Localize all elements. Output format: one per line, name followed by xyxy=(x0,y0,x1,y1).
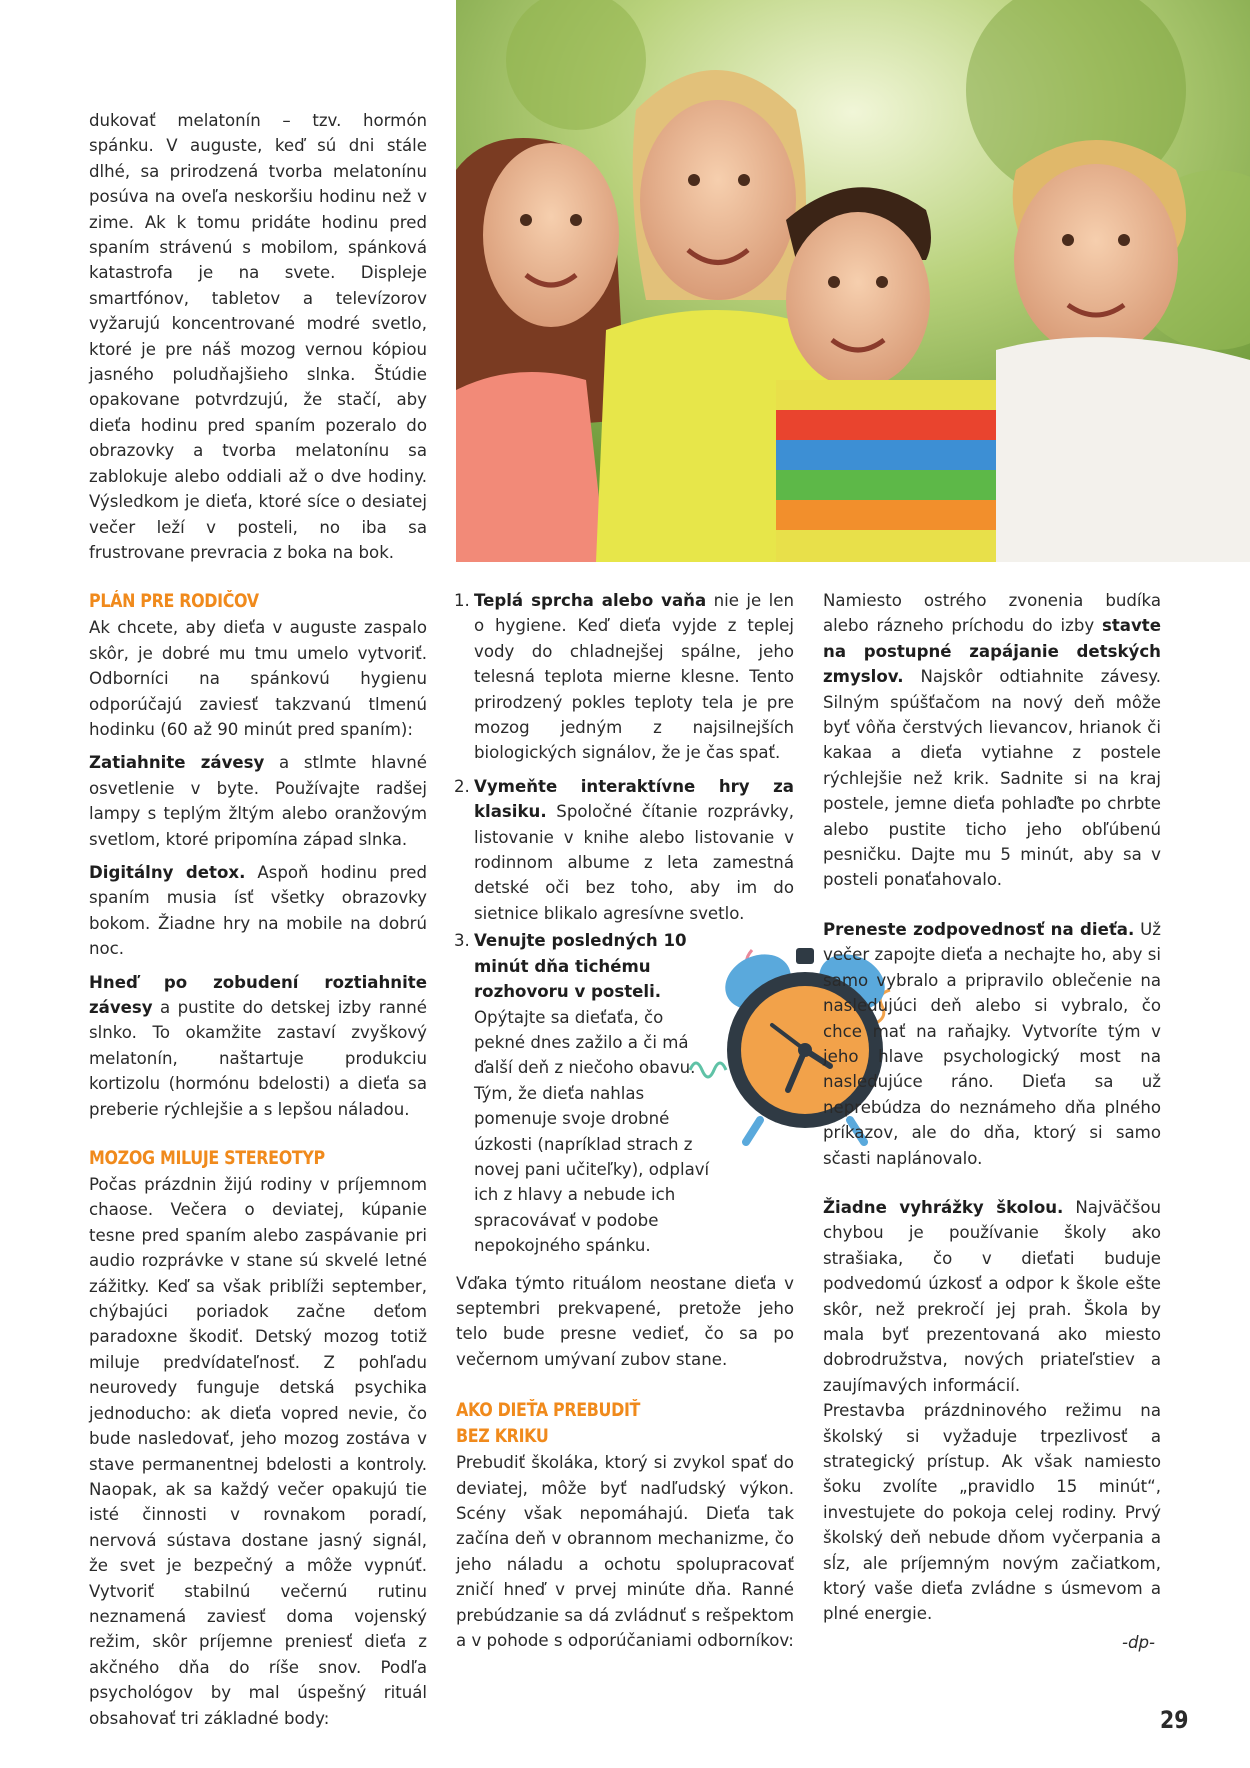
wake-tip-responsibility xyxy=(823,917,1161,1171)
ritual-item-3-text: Opýtajte sa dieťaťa, čo pekné dnes zažilo a či má ďalší deň z niečoho obavu. Tým, že dieťa nahlas pomenuje svoje drobné úzkosti (napríklad strach z novej pani učiteľky), odplaví ich z hlavy a nebude ich spracovávať v podobe nepokojného spánku. xyxy=(474,1007,710,1256)
ritual-item-2 xyxy=(456,774,794,926)
ritual-outro: Vďaka týmto rituálom neostane dieťa v septembri prekvapené, pretože jeho telo bude presne vedieť, čo sa po večernom umývaní zubov stane. xyxy=(456,1273,794,1369)
tip-detox-text: Aspoň hodinu pred spaním musia ísť všetky obrazovky bokom. Žiadne hry na mobile na dobrú noc. xyxy=(89,862,427,959)
heading-plan: PLÁN PRE RODIČOV xyxy=(89,591,259,613)
ritual-item-1-text: nie je len o hygiene. Keď dieťa vyjde z teplej vody do chladnejšej spálne, jeho telesná teplota mierne klesne. Tento prirodzený pokles teploty tela je pre mozog jedným z najsilnejších biologických signálov, že je čas spať. xyxy=(474,591,794,763)
wake-tip-no-threats xyxy=(823,1195,1161,1398)
wake-tip-senses-bold: stavte na postupné zapájanie detských zmyslov. xyxy=(823,616,1161,687)
children-photo xyxy=(456,0,1250,562)
wake-tip-senses xyxy=(823,588,1161,893)
tip-curtains xyxy=(89,750,427,852)
wake-tip-senses-b: Najskôr odtiahnite závesy. Silným spúšťačom na nový deň môže byť vôňa čerstvých lievancov, hrianok či kakaa a dieťa vytiahne z postele rýchlejšie než krik. Sadnite si na kraj postele, jemne dieťa pohlaďte po chrbte alebo pustite ticho jeho obľúbenú pesničku. Dajte mu 5 minút, aby sa v posteli ponaťahovalo. xyxy=(823,667,1161,890)
wake-tip-responsibility-text: Už večer zapojte dieťa a nechajte ho, aby si samo vybralo a pripravilo oblečenie na nasledujúci deň alebo si vybralo, čo chce mať na raňajky. Vytvoríte tým v jeho hlave psychologický most na nasledujúce ráno. Dieťa sa už neprebúdza do neznámeho dňa plného príkazov, ale do dňa, ktorý si samo sčasti naplánovalo. xyxy=(823,919,1161,1168)
intro-paragraph: dukovať melatonín – tzv. hormón spánku. V auguste, keď sú dni stále dlhé, sa prirodzená tvorba melatonínu posúva na oveľa neskoršiu hodinu než v zime. Ak k tomu pridáte hodinu pred spaním strávenú s mobilom, spánková katastrofa je na svete. Displeje smartfónov, tabletov a televízorov vyžarujú koncentrované modré svetlo, ktoré je pre náš mozog vernou kópiou jasného poludňajšieho slnka. Štúdie opakovane potvrdzujú, že stačí, aby dieťa hodinu pred spaním pozeralo do obrazovky a tvorba melatonínu sa zablokuje alebo oddiali až o dve hodiny. Výsledkom je dieťa, ktoré síce o desiatej večer leží v posteli, no iba sa frustrovane prevracia z boka na bok. xyxy=(89,111,427,562)
author-signature: -dp- xyxy=(1122,1633,1156,1652)
wake-tip-senses-a: Namiesto ostrého zvonenia budíka alebo rázneho príchodu do izby xyxy=(823,591,1161,636)
tip-morning-text: a pustite do detskej izby ranné slnko. To okamžite zastaví zvyškový melatonín, naštartuje produkciu kortizolu (hormónu bdelosti) a dieťa sa preberie rýchlejšie a s lepšou náladou. xyxy=(89,998,427,1119)
heading-wake-line-1: AKO DIEŤA PREBUDIŤ xyxy=(456,1400,641,1422)
plan-paragraph: Ak chcete, aby dieťa v auguste zaspalo skôr, je dobré mu tmu umelo vytvoriť. Odborníci na spánkovú hygienu odporúčajú zaviesť takzvanú tlmenú hodinku (60 až 90 minút pred spaním): xyxy=(89,618,427,739)
tip-morning xyxy=(89,970,427,1122)
ritual-item-2-text: Spoločné čítanie rozprávky, listovanie v knihe alebo listovanie v rodinnom albume z leta zamestná detské oči bez toho, aby im do sietnice blikalo agresívne svetlo. xyxy=(474,802,794,923)
ritual-item-3 xyxy=(456,928,714,1258)
ritual-item-2-bold: Vymeňte interaktívne hry za klasiku. xyxy=(474,776,794,822)
wake-tip-no-threats-bold: Žiadne vyhrážky školou. xyxy=(823,1197,1064,1217)
tip-curtains-bold: Zatiahnite závesy xyxy=(89,753,265,773)
ritual-item-3-number: 3. xyxy=(454,931,470,951)
right-column xyxy=(823,588,1161,1627)
wake-tip-responsibility-bold: Preneste zodpovednosť na dieťa. xyxy=(823,919,1135,939)
heading-stereotyp: MOZOG MILUJE STEREOTYP xyxy=(89,1148,325,1170)
left-column xyxy=(89,108,427,1731)
stereotyp-paragraph: Počas prázdnin žijú rodiny v príjemnom chaose. Večera o deviatej, kúpanie tesne pred spaním alebo zaspávanie pri audio rozprávke v stane sú skvelé letné zážitky. Keď sa však priblíži september, chýbajúci poriadok začne deťom paradoxne škodiť. Detský mozog totiž miluje predvídateľnosť. Z pohľadu neurovedy funguje detská psychika jednoducho: ak dieťa vopred nevie, čo bude nasledovať, jeho mozog zostáva v stave permanentnej bdelosti a kontroly. Naopak, ak sa každý večer opakujú tie isté činnosti v rovnakom poradí, nervová sústava dostane jasný signál, že svet je bezpečný a môže vypnúť. Vytvoriť stabilnú večernú rutinu neznamená zaviesť doma vojenský režim, skôr príjemne preniesť dieťa z akčného dňa do ríše snov. Podľa psychológov by mal úspešný rituál obsahovať tri základné body: xyxy=(89,1175,427,1728)
wake-tip-no-threats-text: Najväčšou chybou je používanie školy ako strašiaka, čo v dieťati buduje podvedomú úzkosť a odpor k škole ešte skôr, než prekročí jej prah. Škola by mala byť prezentovaná ako miesto dobrodružstva, nových priateľstiev a zaujímavých informácií. xyxy=(823,1197,1161,1395)
tip-detox xyxy=(89,860,427,962)
closing-paragraph: Prestavba prázdninového režimu na školský si vyžaduje trpezlivosť a strategický prístup. Ak však namiesto šoku zvolíte „pravidlo 15 minút“, investujete do pokoja celej rodiny. Prvý školský deň nebude dňom vyčerpania a sĺz, ale príjemným novým začiatkom, ktorý vaše dieťa zvládne s úsmevom a plné energie. xyxy=(823,1401,1161,1624)
ritual-item-3-bold: Venujte posledných 10 minút dňa tichému rozhovoru v posteli. xyxy=(474,931,687,1002)
tip-morning-bold: Hneď po zobudení roztiahnite závesy xyxy=(89,972,427,1017)
heading-wake-line-2: BEZ KRIKU xyxy=(456,1426,549,1448)
ritual-item-1-number: 1. xyxy=(454,591,470,610)
tip-curtains-text: a stlmte hlavné osvetlenie v byte. Používajte radšej lampy s teplým žltým alebo oranžovým svetlom, ktoré pripomína západ slnka. xyxy=(89,753,427,849)
ritual-item-1 xyxy=(456,588,794,766)
ritual-item-1-bold: Teplá sprcha alebo vaňa xyxy=(474,591,707,610)
tip-detox-bold: Digitálny detox. xyxy=(89,862,246,882)
ritual-item-2-number: 2. xyxy=(454,776,470,796)
wake-paragraph: Prebudiť školáka, ktorý si zvykol spať do deviatej, môže byť nadľudský výkon. Scény však nepomáhajú. Dieťa tak začína deň v obrannom mechanizme, čo jeho náladu a ochotu spolupracovať zničí hneď v prvej minúte dňa. Ranné prebúdzanie sa dá zvládnuť s rešpektom a v pohode s odporúčaniami odborníkov: xyxy=(456,1453,794,1651)
page-number: 29 xyxy=(1160,1706,1189,1734)
